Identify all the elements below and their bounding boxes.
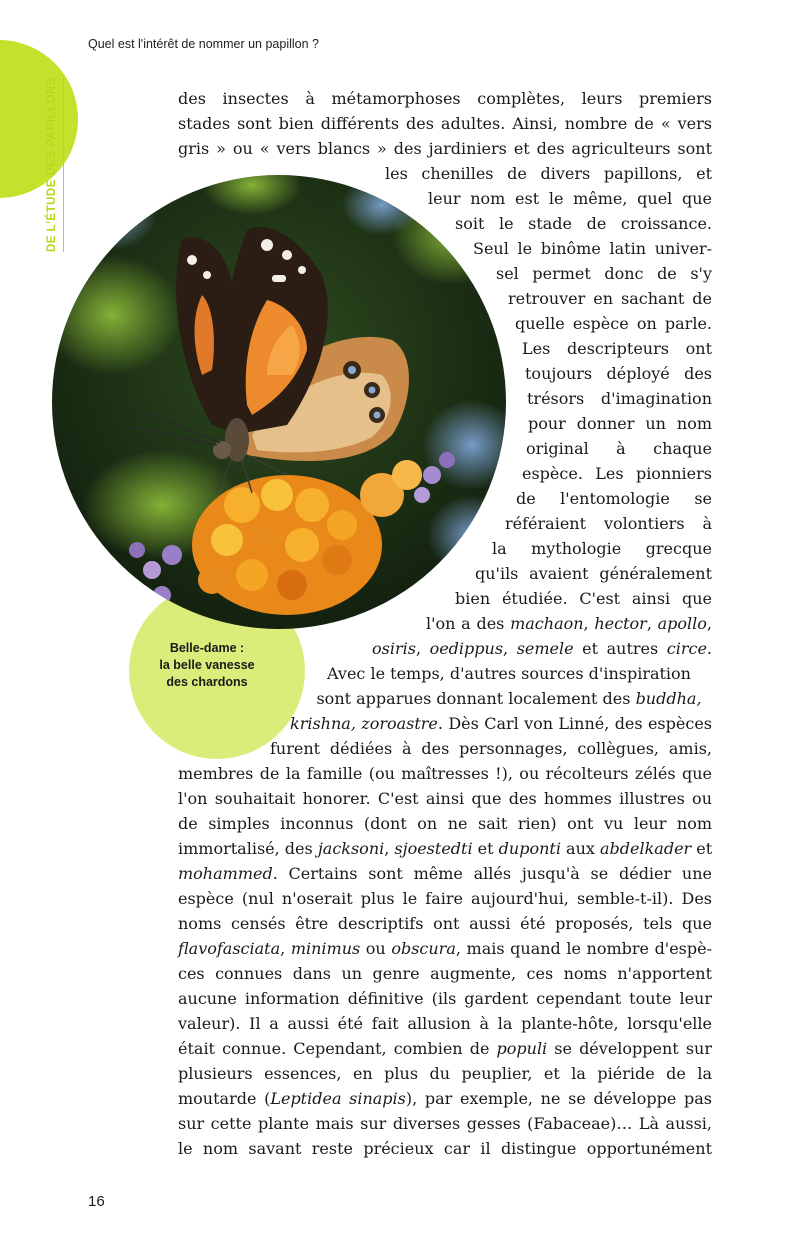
text-line: moutarde (Leptidea sinapis), par exemple, ne se développe pas bbox=[178, 1089, 713, 1108]
text-line: trésors d'imagination bbox=[527, 389, 712, 408]
text-line: osiris, oedippus, semele et autres circe. bbox=[372, 639, 712, 658]
text-line: krishna, zoroastre. Dès Carl von Linné, des espèces bbox=[290, 714, 712, 733]
text-line: des insectes à métamorphoses complètes, leurs premiers bbox=[178, 89, 712, 108]
text-line: flavofasciata, minimus ou obscura, mais quand le nombre d'espè- bbox=[178, 939, 712, 958]
section-tab-circle bbox=[0, 40, 78, 198]
section-side-label bbox=[46, 77, 58, 252]
caption-line-1: Belle-dame : bbox=[169, 641, 245, 655]
text-line: sur cette plante mais sur diverses gesses (Fabaceae)… Là aussi, bbox=[178, 1114, 712, 1133]
text-line: bien étudiée. C'est ainsi que bbox=[455, 589, 712, 608]
text-line: de simples inconnus (dont on ne sait rien) ont vu leur nom bbox=[178, 814, 712, 833]
text-line: était connue. Cependant, combien de populi se développent sur bbox=[178, 1039, 712, 1058]
text-line: toujours déployé des bbox=[525, 364, 712, 383]
text-line: le nom savant reste précieux car il distingue opportunément bbox=[178, 1139, 712, 1158]
text-line: furent dédiées à des personnages, collègues, amis, bbox=[270, 739, 712, 758]
text-line: gris » ou « vers blancs » des jardiniers et des agriculteurs sont bbox=[178, 139, 712, 158]
text-line: stades sont bien différents des adultes. Ainsi, nombre de « vers bbox=[178, 114, 712, 133]
text-line: noms censés être descriptifs ont aussi été proposés, tels que bbox=[178, 914, 712, 933]
text-line: espèce. Les pionniers bbox=[522, 464, 712, 483]
text-line: retrouver en sachant de bbox=[508, 289, 712, 308]
text-line: pour donner un nom bbox=[528, 414, 712, 433]
text-line: aucune information définitive (ils gardent cependant toute leur bbox=[178, 989, 712, 1008]
text-line: référaient volontiers à bbox=[505, 514, 712, 533]
text-line: qu'ils avaient généralement bbox=[475, 564, 712, 583]
text-line: membres de la famille (ou maîtresses !), ou récolteurs zélés que bbox=[178, 764, 712, 783]
text-line: l'on souhaitait honorer. C'est ainsi que des hommes illustres ou bbox=[178, 789, 712, 808]
butterfly-illustration bbox=[52, 175, 506, 629]
text-line: leur nom est le même, quel que bbox=[428, 189, 712, 208]
text-line: valeur). Il a aussi été fait allusion à la plante-hôte, lorsqu'elle bbox=[178, 1014, 712, 1033]
text-line: Seul le binôme latin univer- bbox=[473, 239, 712, 258]
text-line: les chenilles de divers papillons, et bbox=[385, 164, 712, 183]
text-line: espèce (nul n'oserait plus le faire aujourd'hui, semble-t-il). Des bbox=[178, 889, 712, 908]
text-line: Les descripteurs ont bbox=[522, 339, 712, 358]
photo-caption bbox=[129, 640, 285, 691]
section-side-divider bbox=[63, 77, 64, 252]
section-side-label-text: DE L'ÉTUDE DES PAPILLONS bbox=[46, 77, 58, 252]
butterfly-photo bbox=[52, 175, 506, 629]
text-line: sont apparues donnant localement des buddha, bbox=[316, 689, 702, 708]
text-line: soit le stade de croissance. bbox=[455, 214, 712, 233]
page-number: 16 bbox=[88, 1193, 105, 1210]
text-line: immortalisé, des jacksoni, sjoestedti et duponti aux abdelkader et bbox=[178, 839, 713, 858]
text-line: ces connues dans un genre augmente, ces noms n'apportent bbox=[178, 964, 712, 983]
text-line: original à chaque bbox=[526, 439, 712, 458]
text-line: sel permet donc de s'y bbox=[496, 264, 712, 283]
running-header: Quel est l'intérêt de nommer un papillon ? bbox=[88, 37, 319, 51]
text-line: plusieurs essences, en plus du peuplier, et la piéride de la bbox=[178, 1064, 712, 1083]
text-line: Avec le temps, d'autres sources d'inspiration bbox=[327, 664, 691, 683]
text-line: de l'entomologie se bbox=[516, 489, 712, 508]
caption-line-3: des chardons bbox=[166, 675, 248, 689]
text-line: mohammed. Certains sont même allés jusqu'à se dédier une bbox=[178, 864, 712, 883]
text-line: l'on a des machaon, hector, apollo, bbox=[426, 614, 712, 633]
text-line: la mythologie grecque bbox=[492, 539, 712, 558]
text-line: quelle espèce on parle. bbox=[515, 314, 712, 333]
caption-line-2: la belle vanesse bbox=[159, 658, 255, 672]
